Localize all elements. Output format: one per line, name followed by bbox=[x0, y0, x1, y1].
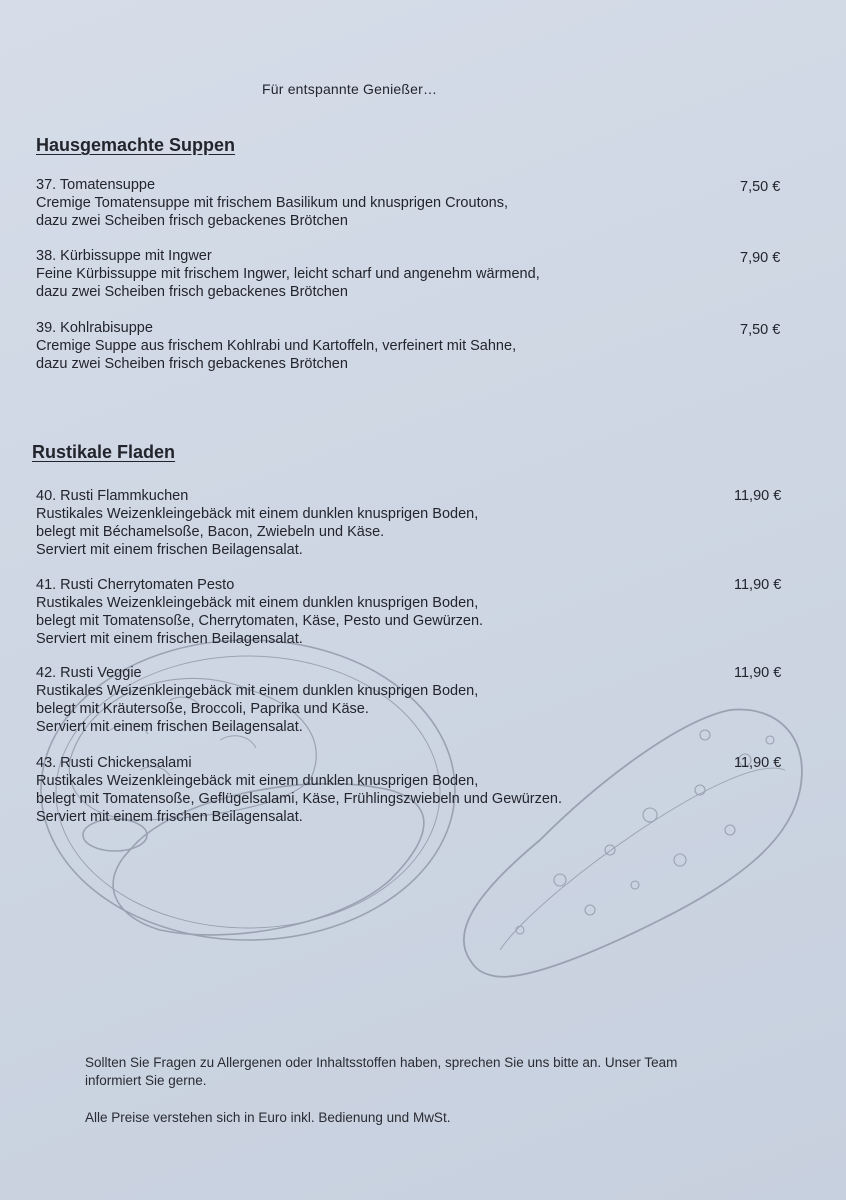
item-price: 7,50 € bbox=[740, 322, 781, 338]
item-name: 39. Kohlrabisuppe bbox=[36, 320, 153, 336]
item-name: 42. Rusti Veggie bbox=[36, 665, 142, 681]
menu-item-rusti-chickensalami bbox=[36, 754, 796, 826]
item-description-line: Serviert mit einem frischen Beilagensalat. bbox=[36, 809, 303, 825]
item-description-line: belegt mit Tomatensoße, Cherrytomaten, Käse, Pesto und Gewürzen. bbox=[36, 613, 484, 629]
item-description-line: Serviert mit einem frischen Beilagensalat. bbox=[36, 542, 303, 558]
item-price: 11,90 € bbox=[734, 488, 782, 504]
item-description-line: Rustikales Weizenkleingebäck mit einem dunklen knusprigen Boden, bbox=[36, 683, 479, 699]
item-description-line: belegt mit Tomatensoße, Geflügelsalami, Käse, Frühlingszwiebeln und Gewürzen. bbox=[36, 791, 563, 807]
item-description-line: Cremige Tomatensuppe mit frischem Basilikum und knusprigen Croutons, bbox=[36, 195, 509, 211]
price-note: Alle Preise verstehen sich in Euro inkl. Bedienung und MwSt. bbox=[85, 1110, 451, 1125]
item-description-line: Cremige Suppe aus frischem Kohlrabi und Kartoffeln, verfeinert mit Sahne, bbox=[36, 338, 517, 354]
item-description-line: belegt mit Béchamelsoße, Bacon, Zwiebeln und Käse. bbox=[36, 524, 385, 540]
allergen-note bbox=[85, 1054, 677, 1090]
item-name: 41. Rusti Cherrytomaten Pesto bbox=[36, 577, 235, 593]
menu-item-tomatensuppe bbox=[36, 176, 796, 230]
item-description-line: Rustikales Weizenkleingebäck mit einem dunklen knusprigen Boden, bbox=[36, 595, 479, 611]
item-price: 7,50 € bbox=[740, 179, 781, 195]
item-description-line: Feine Kürbissuppe mit frischem Ingwer, leicht scharf und angenehm wärmend, bbox=[36, 266, 540, 282]
item-price: 11,90 € bbox=[734, 577, 782, 593]
menu-item-rusti-veggie bbox=[36, 664, 796, 736]
section-title-soups: Hausgemachte Suppen bbox=[36, 135, 236, 155]
item-description-line: Rustikales Weizenkleingebäck mit einem dunklen knusprigen Boden, bbox=[36, 506, 479, 522]
item-description-line: dazu zwei Scheiben frisch gebackenes Brötchen bbox=[36, 356, 348, 372]
section-title-flatbreads: Rustikale Fladen bbox=[32, 442, 176, 462]
menu-tagline: Für entspannte Genießer… bbox=[262, 81, 438, 97]
item-description-line: Rustikales Weizenkleingebäck mit einem dunklen knusprigen Boden, bbox=[36, 773, 479, 789]
menu-item-rusti-cherrytomaten-pesto bbox=[36, 576, 796, 648]
item-price: 11,90 € bbox=[734, 755, 782, 771]
menu-item-kuerbissuppe bbox=[36, 247, 796, 301]
item-name: 37. Tomatensuppe bbox=[36, 177, 156, 193]
item-description-line: belegt mit Kräutersoße, Broccoli, Paprika und Käse. bbox=[36, 701, 369, 717]
item-name: 43. Rusti Chickensalami bbox=[36, 755, 192, 771]
item-description-line: dazu zwei Scheiben frisch gebackenes Brötchen bbox=[36, 284, 348, 300]
item-price: 11,90 € bbox=[734, 665, 782, 681]
menu-item-kohlrabisuppe bbox=[36, 319, 796, 373]
item-description-line: Serviert mit einem frischen Beilagensalat. bbox=[36, 719, 303, 735]
item-name: 40. Rusti Flammkuchen bbox=[36, 488, 189, 504]
allergen-note-line: Sollten Sie Fragen zu Allergenen oder Inhaltsstoffen haben, sprechen Sie uns bitte an. Unser Team bbox=[85, 1055, 678, 1070]
item-price: 7,90 € bbox=[740, 250, 781, 266]
menu-item-rusti-flammkuchen bbox=[36, 487, 796, 559]
item-name: 38. Kürbissuppe mit Ingwer bbox=[36, 248, 212, 264]
item-description-line: dazu zwei Scheiben frisch gebackenes Brötchen bbox=[36, 213, 348, 229]
item-description-line: Serviert mit einem frischen Beilagensalat. bbox=[36, 631, 303, 647]
allergen-note-line: informiert Sie gerne. bbox=[85, 1073, 207, 1088]
